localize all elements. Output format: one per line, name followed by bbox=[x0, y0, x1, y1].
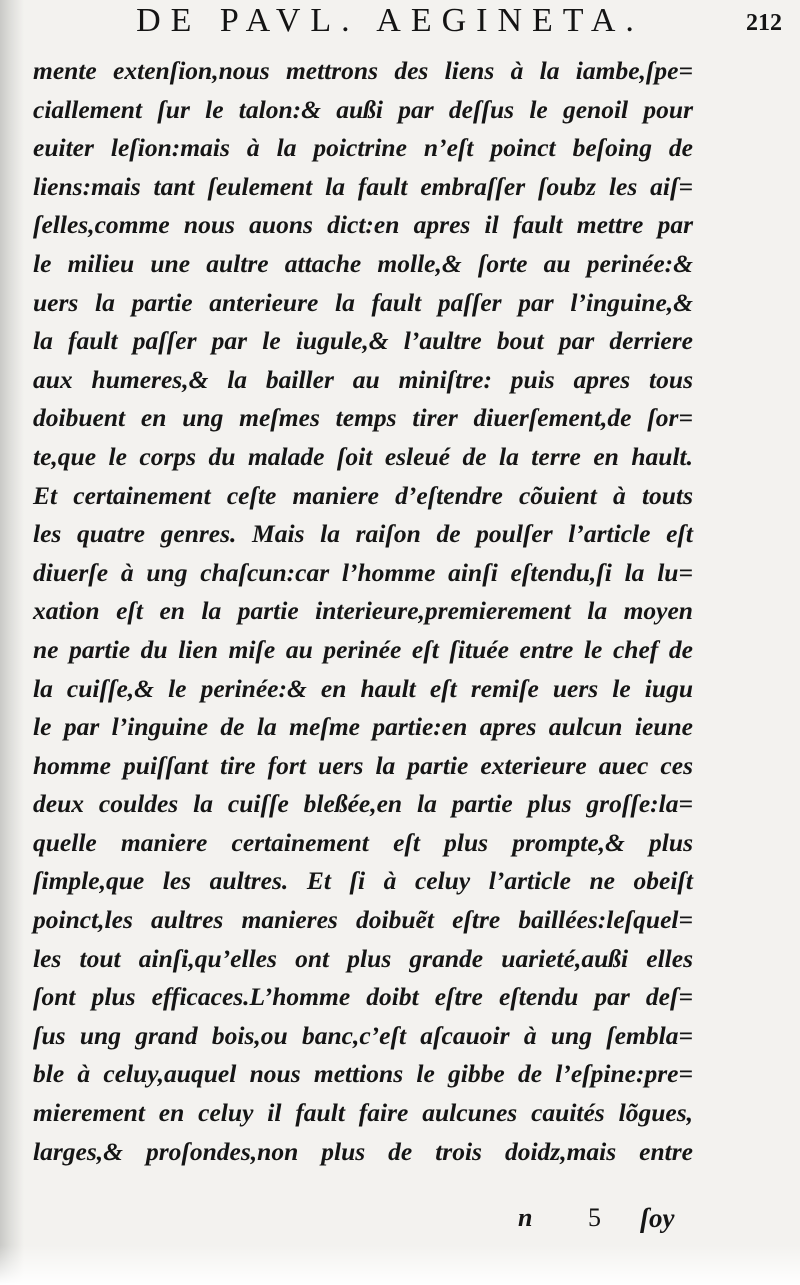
text-line: aux humeres,& la bailler au miniſtre: puis apres tous bbox=[33, 364, 693, 394]
text-line: ne partie du lien miſe au perinée eſt ſituée entre le chef de bbox=[33, 634, 693, 664]
signature-mark bbox=[0, 1203, 800, 1243]
text-line: diuerſe à ung chaſcun:car l’homme ainſi eſtendu,ſi la lu= bbox=[33, 557, 693, 587]
text-line: ſelles,comme nous auons dict:en apres il fault mettre par bbox=[33, 210, 693, 240]
page-bottom-edge bbox=[0, 1245, 800, 1285]
text-line: la fault paſſer par le iugule,& l’aultre bout par derriere bbox=[33, 326, 693, 356]
text-line: deux couldes la cuiſſe bleßée,en la partie plus groſſe:la= bbox=[33, 789, 693, 819]
text-line: uers la partie anterieure la fault paſſer par l’inguine,& bbox=[33, 287, 693, 317]
text-line: les quatre genres. Mais la raiſon de poulſer l’article eſt bbox=[33, 519, 693, 549]
text-line: les tout ainſi,qu’elles ont plus grande uarieté,außi elles bbox=[33, 943, 693, 973]
signature-number: 5 bbox=[588, 1203, 601, 1232]
text-line: doibuent en ung meſmes temps tirer diuerſement,de ſor= bbox=[33, 403, 693, 433]
text-line: euiter leſion:mais à la poictrine n’eſt poinct beſoing de bbox=[33, 133, 693, 163]
gutter-shadow bbox=[0, 0, 24, 1285]
text-line: mierement en celuy il fault faire aulcunes cauités lõgues, bbox=[33, 1098, 693, 1128]
text-line: liens:mais tant ſeulement la fault embraſſer ſoubz les aiſ= bbox=[33, 171, 693, 201]
text-line: mente extenſion,nous mettrons des liens à la iambe,ſpe= bbox=[33, 56, 693, 85]
text-line: ſont plus efficaces.L’homme doibt eſtre eſtendu par deſ= bbox=[33, 982, 693, 1012]
page-number: 212 bbox=[746, 10, 782, 36]
catchword: ſoy bbox=[640, 1203, 675, 1233]
text-line: le par l’inguine de la meſme partie:en apres aulcun ieune bbox=[33, 712, 693, 742]
text-line: quelle maniere certainement eſt plus prompte,& plus bbox=[33, 827, 693, 857]
text-line: xation eſt en la partie interieure,premierement la moyen bbox=[33, 596, 693, 626]
text-line: le milieu une aultre attache molle,& ſorte au perinée:& bbox=[33, 248, 693, 278]
text-block bbox=[33, 52, 693, 1171]
text-line: poinct,les aultres manieres doibuẽt eſtre baillées:leſquel= bbox=[33, 905, 693, 935]
text-line: la cuiſſe,& le perinée:& en hault eſt remiſe uers le iugu bbox=[33, 673, 693, 703]
text-line: te,que le corps du malade ſoit esleué de la terre en hault. bbox=[33, 441, 693, 471]
text-line: Et certainement ceſte maniere d’eſtendre cõuient à touts bbox=[33, 480, 693, 510]
signature-letter: n bbox=[518, 1203, 533, 1232]
text-line: ſimple,que les aultres. Et ſi à celuy l’article ne obeiſt bbox=[33, 866, 693, 896]
text-line: ſus ung grand bois,ou banc,c’eſt aſcauoir à ung ſembla= bbox=[33, 1020, 693, 1050]
text-line: ble à celuy,auquel nous mettions le gibbe de l’eſpine:pre= bbox=[33, 1059, 693, 1089]
text-line: homme puiſſant tire fort uers la partie exterieure auec ces bbox=[33, 750, 693, 780]
text-line: ciallement ſur le talon:& außi par deſſus le genoil pour bbox=[33, 94, 693, 124]
running-head: DE PAVL. AEGINETA. bbox=[136, 2, 644, 39]
text-line: larges,& proſondes,non plus de trois doidz,mais entre bbox=[33, 1136, 693, 1166]
